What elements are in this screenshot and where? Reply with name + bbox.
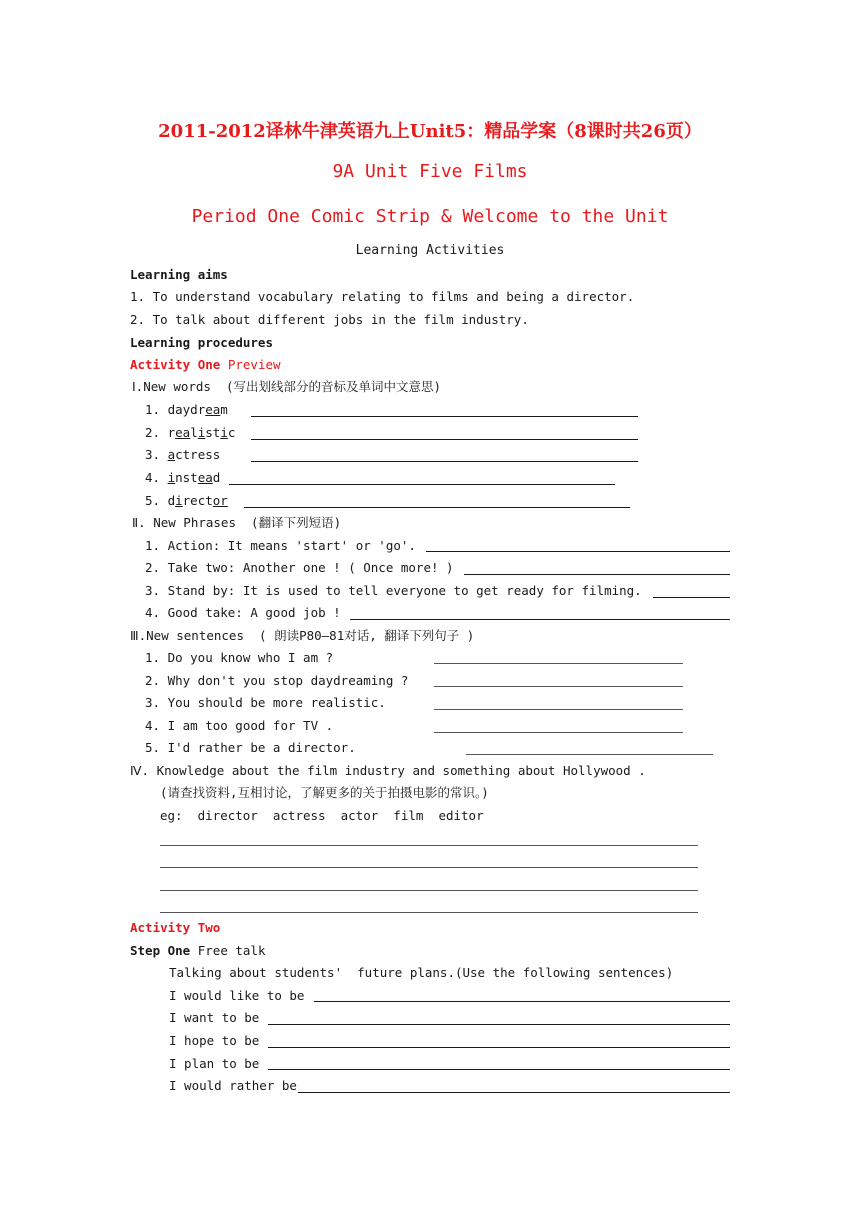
answer-blank[interactable] xyxy=(251,439,638,440)
answer-blank[interactable] xyxy=(434,663,683,664)
answer-blank[interactable] xyxy=(434,686,683,687)
sentence-item: 4. I am too good for TV . xyxy=(145,718,334,733)
aim-item: 1. To understand vocabulary relating to films and being a director. xyxy=(130,289,635,304)
word-item: 5. director xyxy=(145,493,228,508)
prompt-item: I want to be xyxy=(169,1010,260,1025)
answer-blank[interactable] xyxy=(434,709,683,710)
activity-two-label: Activity Two xyxy=(130,920,221,935)
procedures-heading: Learning procedures xyxy=(130,335,273,350)
word-item: 1. daydream xyxy=(145,402,228,417)
phrase-item: 2. Take two: Another one ! ( Once more! ) xyxy=(145,560,454,575)
step-one-sub: Free talk xyxy=(197,943,266,958)
phrase-item: 1. Action: It means 'start' or 'go'. xyxy=(145,538,416,553)
knowledge-heading: Ⅳ. Knowledge about the film industry and something about Hollywood . xyxy=(130,763,646,778)
new-sentences-heading: Ⅲ.New sentences ( 朗读P80—81对话, 翻译下列句子 ) xyxy=(130,628,475,643)
prompt-item: I plan to be xyxy=(169,1056,260,1071)
sentence-item: 5. I'd rather be a director. xyxy=(145,740,356,755)
answer-blank[interactable] xyxy=(298,1092,730,1093)
answer-blank[interactable] xyxy=(653,597,730,598)
step-one-label: Step One xyxy=(130,943,191,958)
new-words-heading: Ⅰ.New words (写出划线部分的音标及单词中文意思) xyxy=(132,379,442,394)
section-title: Learning Activities xyxy=(355,243,505,258)
sentence-item: 2. Why don't you stop daydreaming ? xyxy=(145,673,409,688)
step-one-heading xyxy=(130,942,265,960)
activity-one-sub: Preview xyxy=(227,357,281,372)
answer-blank[interactable] xyxy=(426,551,730,552)
new-phrases-heading: Ⅱ. New Phrases (翻译下列短语) xyxy=(132,515,342,530)
period-title: Period One Comic Strip & Welcome to the Unit xyxy=(191,206,669,227)
answer-line[interactable] xyxy=(160,890,698,891)
activity-one-heading xyxy=(130,356,281,374)
unit-title: 9A Unit Five Films xyxy=(332,161,528,182)
answer-blank[interactable] xyxy=(434,732,683,733)
phrase-item: 3. Stand by: It is used to tell everyone to get ready for filming. xyxy=(145,583,642,598)
word-item: 4. instead xyxy=(145,470,221,485)
answer-blank[interactable] xyxy=(251,416,638,417)
document-title: 2011-2012译林牛津英语九上Unit5：精品学案（8课时共26页） xyxy=(158,121,702,142)
answer-line[interactable] xyxy=(160,867,698,868)
answer-line[interactable] xyxy=(160,845,698,846)
prompt-item: I would like to be xyxy=(169,988,305,1003)
answer-blank[interactable] xyxy=(350,619,730,620)
answer-blank[interactable] xyxy=(244,507,630,508)
word-item: 2. realistic xyxy=(145,425,236,440)
answer-blank[interactable] xyxy=(314,1001,730,1002)
sentence-item: 1. Do you know who I am ? xyxy=(145,650,334,665)
activity-one-label: Activity One xyxy=(130,357,221,372)
answer-blank[interactable] xyxy=(464,574,730,575)
aims-heading: Learning aims xyxy=(130,267,228,282)
aim-item: 2. To talk about different jobs in the film industry. xyxy=(130,312,529,327)
answer-blank[interactable] xyxy=(251,461,638,462)
answer-blank[interactable] xyxy=(466,754,713,755)
knowledge-note: (请查找资料,互相讨论，了解更多的关于拍摄电影的常识。) xyxy=(160,785,489,800)
word-item: 3. actress xyxy=(145,447,221,462)
phrase-item: 4. Good take: A good job ! xyxy=(145,605,341,620)
knowledge-example: eg: director actress actor film editor xyxy=(160,808,484,823)
prompt-item: I would rather be xyxy=(169,1078,297,1093)
sentence-item: 3. You should be more realistic. xyxy=(145,695,386,710)
answer-line[interactable] xyxy=(160,912,698,913)
prompt-item: I hope to be xyxy=(169,1033,260,1048)
answer-blank[interactable] xyxy=(268,1047,730,1048)
answer-blank[interactable] xyxy=(229,484,615,485)
free-talk-intro: Talking about students' future plans.(Use the following sentences) xyxy=(169,965,674,980)
answer-blank[interactable] xyxy=(268,1024,730,1025)
answer-blank[interactable] xyxy=(268,1069,730,1070)
